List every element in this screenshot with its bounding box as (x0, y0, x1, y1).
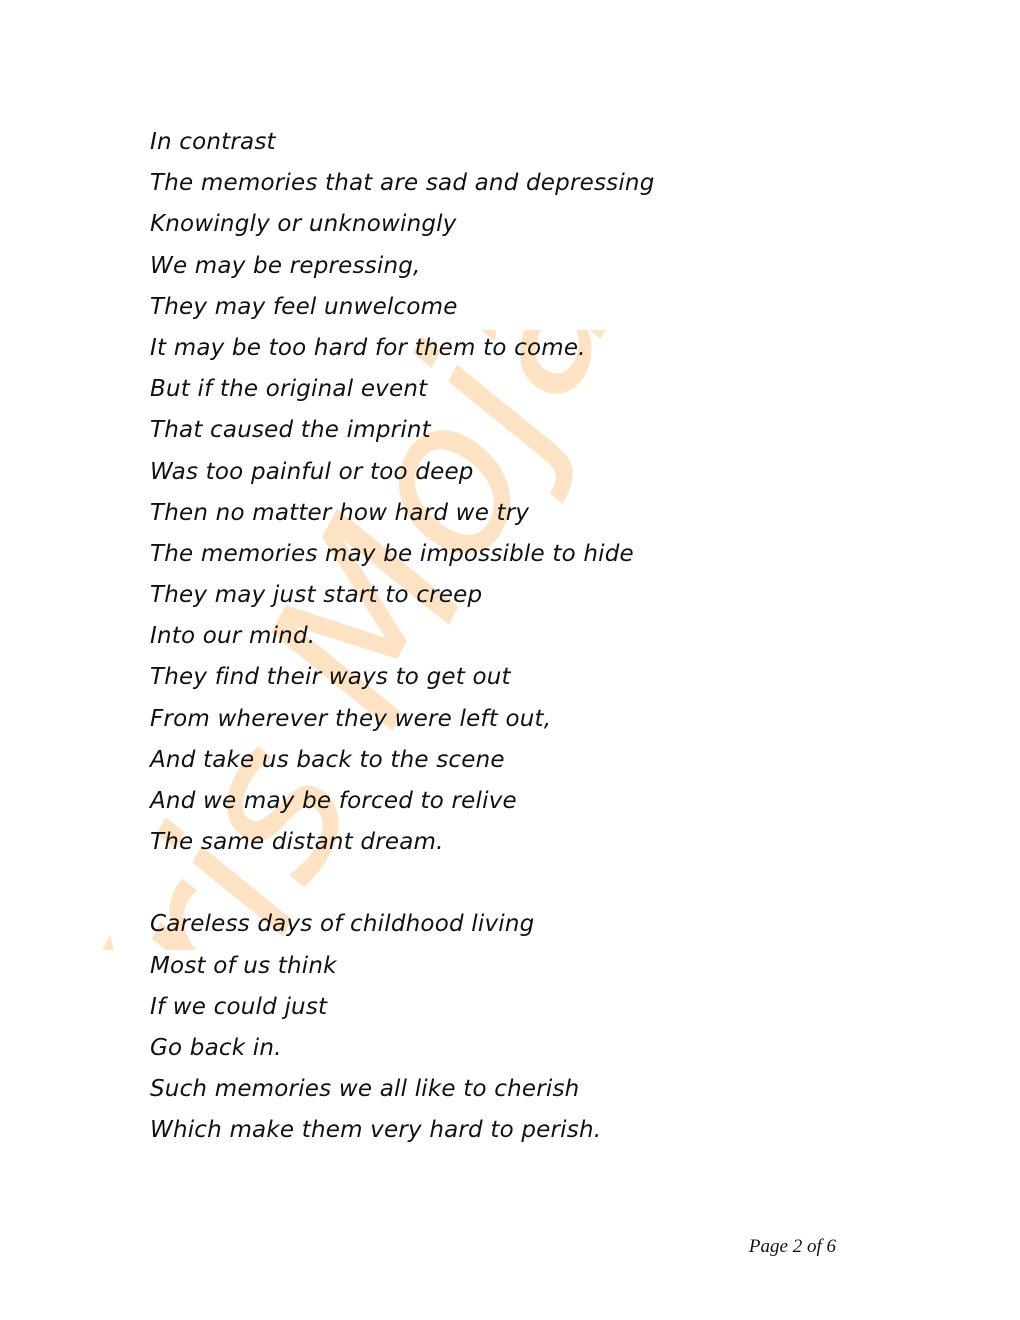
poem-line: Such memories we all like to cherish (150, 1076, 580, 1103)
poem-line: Most of us think (150, 952, 337, 979)
poem-line: And we may be forced to relive (150, 788, 517, 814)
watermark-text: Kris Mojag (100, 330, 730, 950)
poem-line: Which make them very hard to perish. (150, 1117, 602, 1144)
stanza-2 (150, 904, 870, 1151)
poem-line: They may feel unwelcome (150, 293, 458, 320)
poem-line: They find their ways to get out (150, 664, 511, 691)
poem-body (150, 122, 870, 1152)
poem-line: In contrast (150, 129, 276, 155)
poem-line: It may be too hard for them to come. (150, 334, 586, 361)
poem-line: Was too painful or too deep (150, 458, 474, 485)
poem-line: From wherever they were left out, (150, 705, 552, 732)
poem-line: Knowingly or unknowingly (150, 211, 457, 238)
poem-line: That caused the imprint (150, 417, 431, 444)
page-number: Page 2 of 6 (748, 1236, 836, 1257)
poem-line: The same distant dream. (150, 829, 444, 856)
poem-line: But if the original event (150, 376, 428, 403)
poem-line: And take us back to the scene (150, 746, 505, 773)
poem-line: We may be repressing, (150, 252, 421, 279)
poem-line: Into our mind. (150, 623, 316, 650)
poem-line: The memories that are sad and depressing (150, 170, 655, 197)
poem-line: If we could just (150, 993, 328, 1020)
poem-line: Careless days of childhood living (150, 911, 535, 938)
poem-line: The memories may be impossible to hide (150, 540, 634, 567)
poem-line: Then no matter how hard we try (150, 499, 530, 526)
stanza-1 (150, 122, 870, 863)
poem-line: They may just start to creep (150, 582, 483, 609)
poem-line: Go back in. (150, 1034, 282, 1061)
